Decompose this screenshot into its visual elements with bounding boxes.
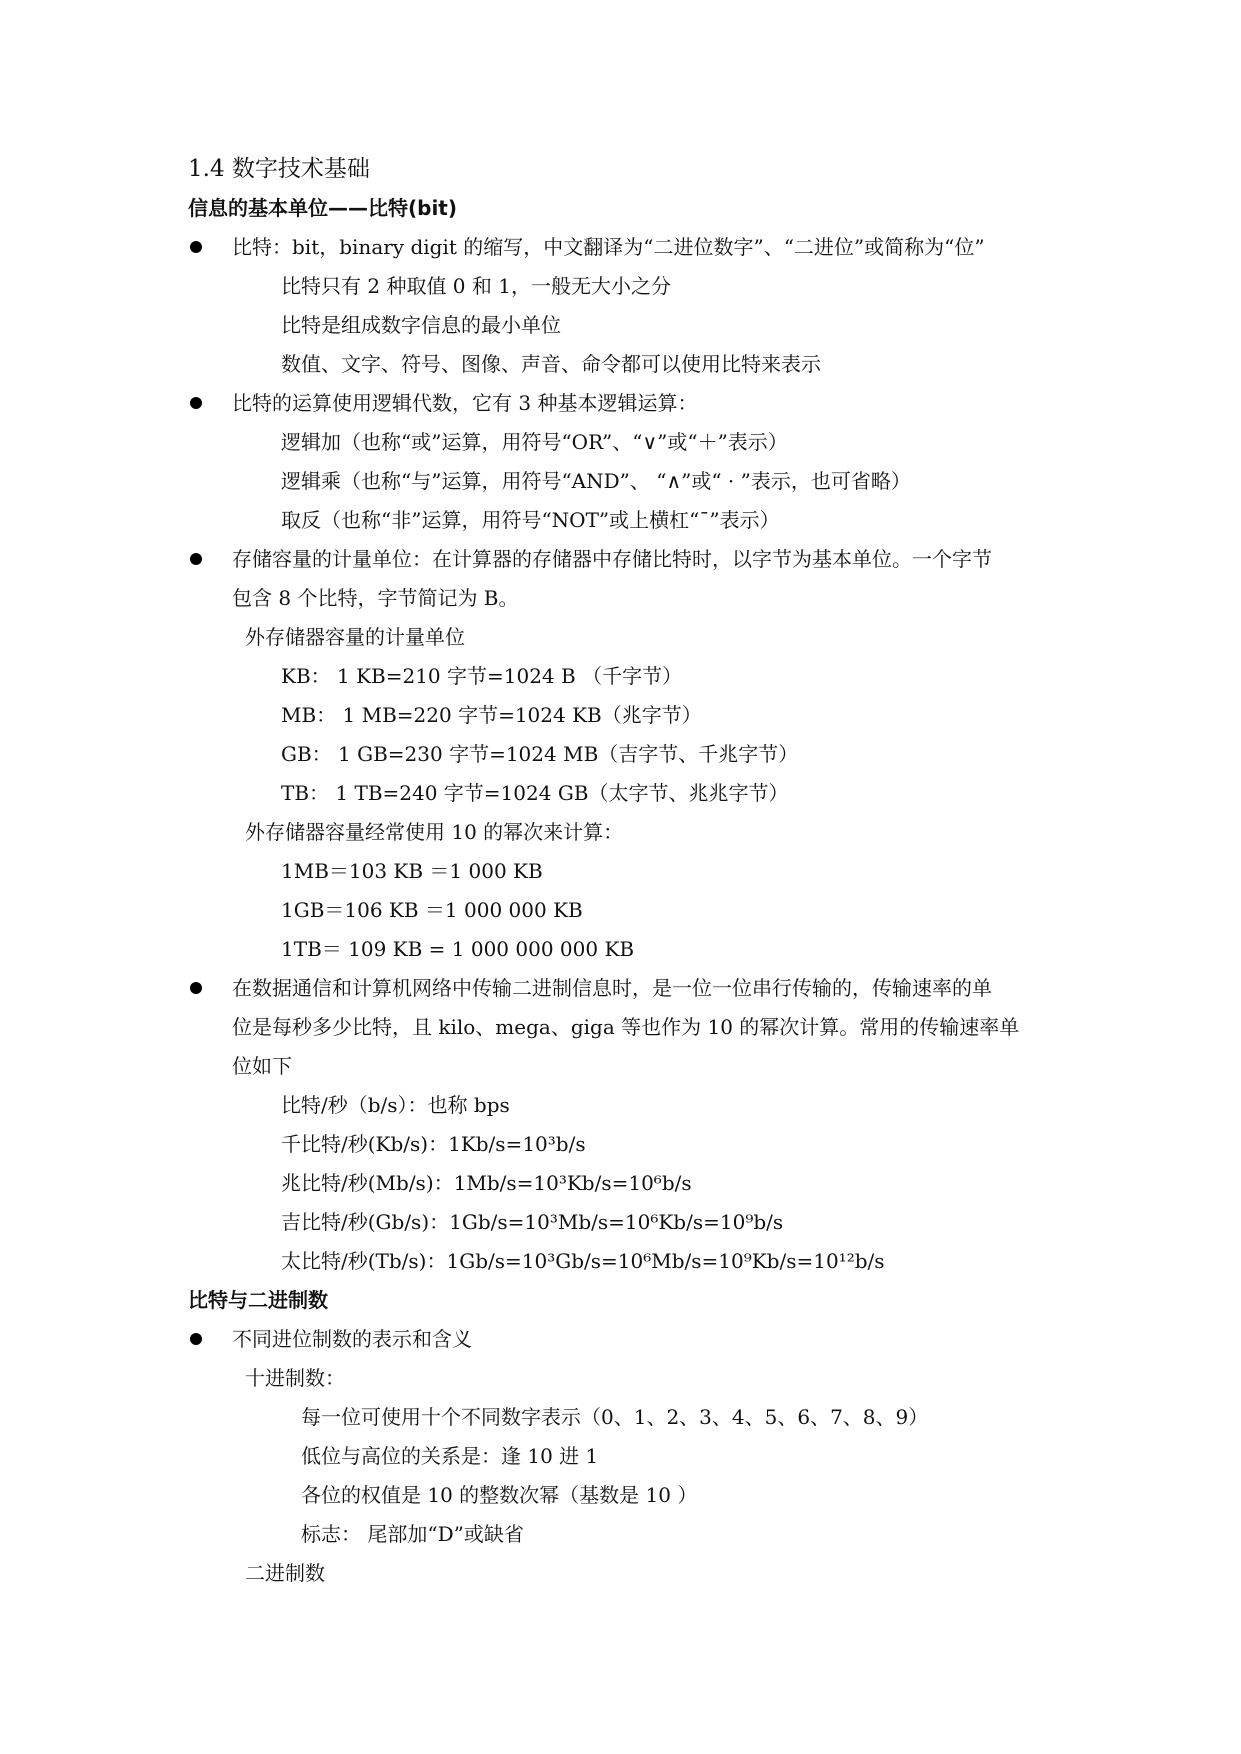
power10-item: 1GB＝106 KB ＝1 000 000 KB: [281, 898, 583, 922]
power10-label: 外存储器容量经常使用 10 的幂次来计算：: [245, 820, 624, 844]
bullet-icon: [190, 397, 202, 409]
decimal-item: 标志： 尾部加“D”或缺省: [301, 1522, 524, 1546]
storage-unit-item: TB： 1 TB=240 字节=1024 GB（太字节、兆兆字节）: [281, 781, 789, 805]
rate-item: 吉比特/秒(Gb/s)：1Gb/s=10³Mb/s=10⁶Kb/s=10⁹b/s: [281, 1210, 784, 1234]
radix-text: 不同进位制数的表示和含义: [232, 1327, 472, 1351]
decimal-item: 各位的权值是 10 的整数次幂（基数是 10 ）: [301, 1483, 698, 1507]
binary-label: 二进制数: [245, 1561, 325, 1585]
bit-operations: 比特的运算使用逻辑代数，它有 3 种基本逻辑运算：: [232, 391, 698, 415]
decimal-item: 每一位可使用十个不同数字表示（0、1、2、3、4、5、6、7、8、9）: [301, 1405, 929, 1429]
bullet-icon: [190, 982, 202, 994]
rate-item: 千比特/秒(Kb/s)：1Kb/s=10³b/s: [281, 1132, 586, 1156]
transfer-rate-text: 位是每秒多少比特，且 kilo、mega、giga 等也作为 10 的幂次计算。常用的传输速率单: [232, 1015, 1020, 1039]
bit-definition: 比特：bit，binary digit 的缩写，中文翻译为“二进位数字”、“二进位”或简称为“位”: [232, 235, 985, 259]
decimal-item: 低位与高位的关系是：逢 10 进 1: [301, 1444, 599, 1468]
heading-bit-binary: 比特与二进制数: [188, 1288, 328, 1312]
logic-op-item: 逻辑乘（也称“与”运算，用符号“AND”、 “∧”或“ · ”表示，也可省略）: [281, 469, 911, 493]
ext-storage-label: 外存储器容量的计量单位: [245, 625, 465, 649]
logic-op-item: 逻辑加（也称“或”运算，用符号“OR”、“∨”或“＋”表示）: [281, 430, 788, 454]
storage-unit-item: GB： 1 GB=230 字节=1024 MB（吉字节、千兆字节）: [281, 742, 799, 766]
storage-unit-text: 包含 8 个比特，字节简记为 B。: [232, 586, 519, 610]
logic-op-item: 取反（也称“非”运算，用符号“NOT”或上横杠“¯”表示）: [281, 508, 780, 532]
rate-item: 比特/秒（b/s）：也称 bps: [281, 1093, 510, 1117]
power10-item: 1TB＝ 109 KB = 1 000 000 000 KB: [281, 937, 635, 961]
heading-bit-unit: 信息的基本单位——比特(bit): [188, 196, 458, 220]
storage-unit-item: KB： 1 KB=210 字节=1024 B （千字节）: [281, 664, 683, 688]
bit-def-item: 数值、文字、符号、图像、声音、命令都可以使用比特来表示: [281, 352, 821, 376]
bit-def-item: 比特是组成数字信息的最小单位: [281, 313, 561, 337]
transfer-rate-text: 位如下: [232, 1054, 292, 1078]
power10-item: 1MB＝103 KB ＝1 000 KB: [281, 859, 543, 883]
storage-unit-item: MB： 1 MB=220 字节=1024 KB（兆字节）: [281, 703, 702, 727]
transfer-rate-text: 在数据通信和计算机网络中传输二进制信息时，是一位一位串行传输的，传输速率的单: [232, 976, 992, 1000]
rate-item: 太比特/秒(Tb/s)：1Gb/s=10³Gb/s=10⁶Mb/s=10⁹Kb/s=10¹²b/s: [281, 1249, 885, 1273]
decimal-label: 十进制数：: [245, 1366, 345, 1390]
storage-unit-text: 存储容量的计量单位：在计算器的存储器中存储比特时，以字节为基本单位。一个字节: [232, 547, 992, 571]
bullet-icon: [190, 1333, 202, 1345]
bit-def-item: 比特只有 2 种取值 0 和 1，一般无大小之分: [281, 274, 671, 298]
bullet-icon: [190, 553, 202, 565]
bullet-icon: [190, 241, 202, 253]
rate-item: 兆比特/秒(Mb/s)：1Mb/s=10³Kb/s=10⁶b/s: [281, 1171, 692, 1195]
section-title: 1.4 数字技术基础: [188, 156, 370, 182]
